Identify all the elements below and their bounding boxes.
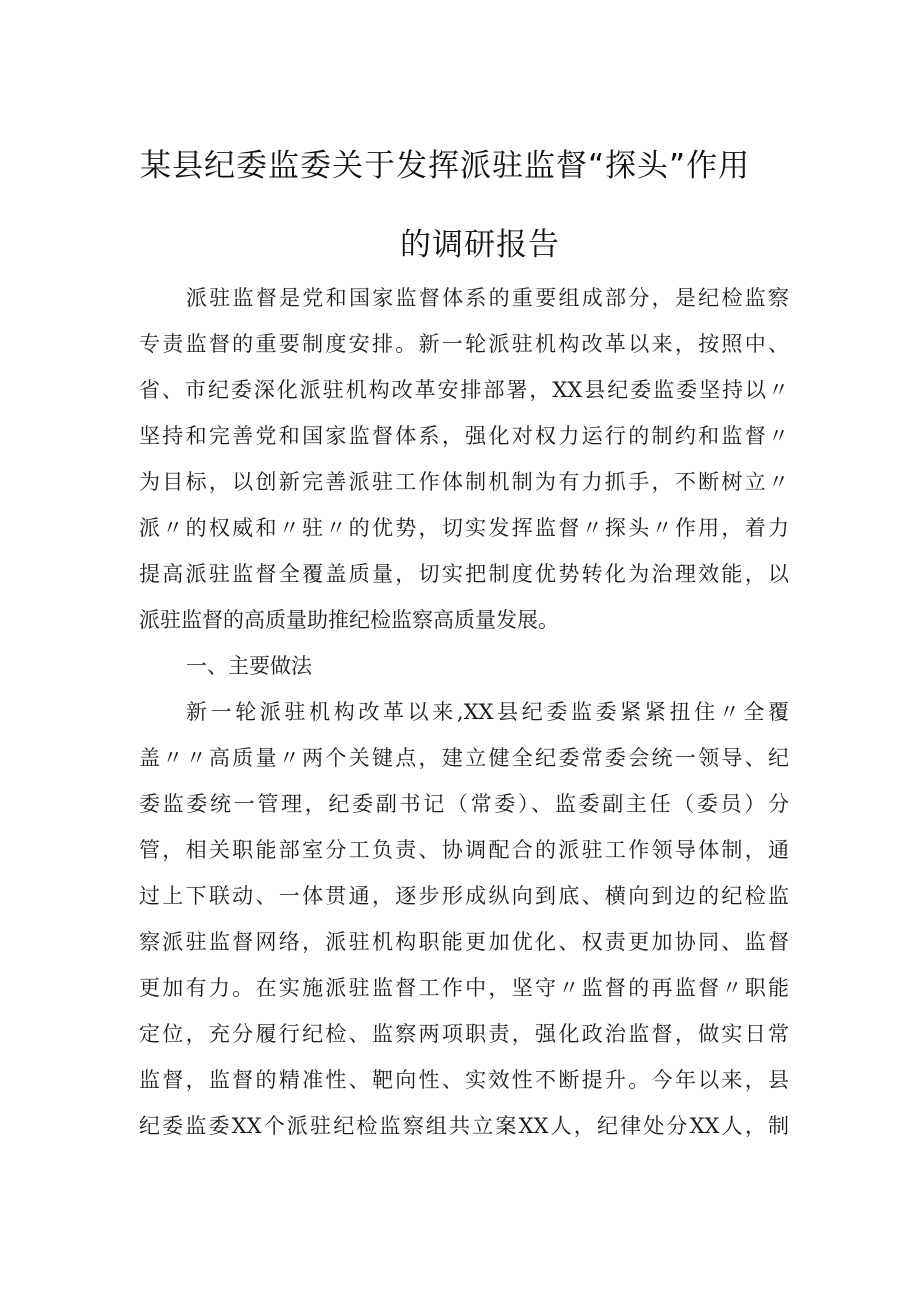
section1-paragraph-line-1: 新一轮派驻机构改革以来,XX县纪委监委紧紧扭住〃全覆 (186, 700, 789, 724)
intro-paragraph-line-6: 派〃的权威和〃驻〃的优势，切实发挥监督〃探头〃作用，着力 (139, 516, 789, 540)
intro-paragraph-line-3: 省、市纪委深化派驻机构改革安排部署，XX县纪委监委坚持以〃 (139, 378, 789, 402)
intro-paragraph-line-8: 派驻监督的高质量助推纪检监察高质量发展。 (139, 608, 559, 632)
document-title-line-2: 的调研报告 (400, 227, 560, 263)
intro-paragraph-line-5: 为目标，以创新完善派驻工作体制机制为有力抓手，不断树立〃 (139, 470, 789, 494)
section-heading-main-practices: 一、主要做法 (186, 654, 312, 678)
intro-paragraph-line-1: 派驻监督是党和国家监督体系的重要组成部分，是纪检监察 (186, 286, 789, 310)
section1-paragraph-line-6: 察派驻监督网络，派驻机构职能更加优化、权责更加协同、监督 (139, 930, 789, 954)
section1-paragraph-line-5: 过上下联动、一体贯通，逐步形成纵向到底、横向到边的纪检监 (139, 884, 789, 908)
section1-paragraph-line-3: 委监委统一管理，纪委副书记（常委）、监委副主任（委员）分 (139, 792, 789, 816)
section1-paragraph-line-4: 管，相关职能部室分工负责、协调配合的派驻工作领导体制，通 (139, 838, 789, 862)
intro-paragraph-line-7: 提高派驻监督全覆盖质量，切实把制度优势转化为治理效能，以 (139, 562, 789, 586)
section1-paragraph-line-9: 监督，监督的精准性、靶向性、实效性不断提升。今年以来，县 (139, 1068, 789, 1092)
section1-paragraph-line-2: 盖〃〃高质量〃两个关键点，建立健全纪委常委会统一领导、纪 (139, 746, 789, 770)
document-title-line-1: 某县纪委监委关于发挥派驻监督“探头”作用 (140, 148, 751, 184)
intro-paragraph-line-2: 专责监督的重要制度安排。新一轮派驻机构改革以来，按照中、 (139, 332, 789, 356)
section1-paragraph-line-7: 更加有力。在实施派驻监督工作中，坚守〃监督的再监督〃职能 (139, 976, 789, 1000)
intro-paragraph-line-4: 坚持和完善党和国家监督体系，强化对权力运行的制约和监督〃 (139, 424, 789, 448)
section1-paragraph-line-10: 纪委监委XX个派驻纪检监察组共立案XX人，纪律处分XX人，制 (139, 1114, 789, 1138)
section1-paragraph-line-8: 定位，充分履行纪检、监察两项职责，强化政治监督，做实日常 (139, 1022, 789, 1046)
